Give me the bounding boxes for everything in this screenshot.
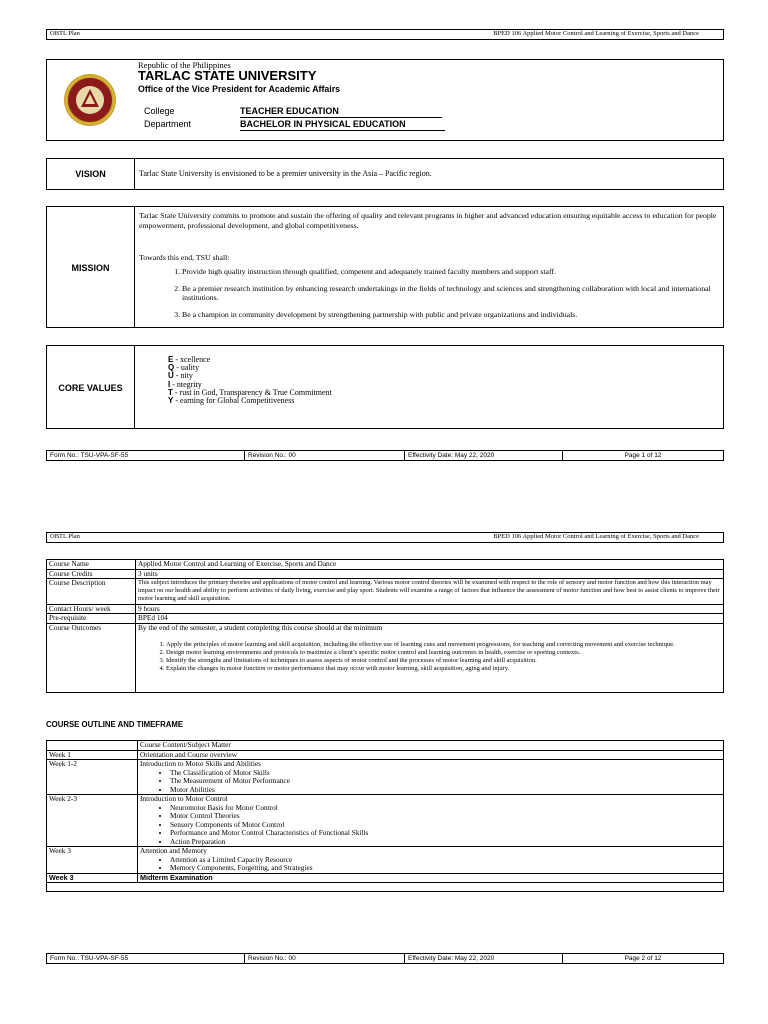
table-row: [47, 614, 724, 624]
list-item: • Memory Components, Forgetting, and Strategies: [170, 864, 721, 873]
topic-bullets: [140, 856, 721, 873]
table-row: [47, 569, 724, 579]
tsu-seal-icon: [63, 73, 117, 127]
mission-list: [139, 267, 742, 326]
topic-bullets: [140, 769, 721, 795]
core-value-item: Q - uality: [168, 363, 200, 373]
list-item: • The Measurement of Motor Performance: [170, 777, 721, 786]
mission-item: 3. Be a champion in community development by strengthening partnership with public and private organizations and individuals.: [182, 310, 742, 320]
department-label: Department: [144, 119, 192, 129]
outcome-item: 4. Explain the changes in motor function or motor performance that may occur with motor learning, skill acquisition, aging and injury.: [166, 665, 721, 673]
vision-text: Tarlac State University is envisioned to be a premier university in the Asia – Pacific region.: [139, 169, 432, 178]
topic-title: Introduction to Motor Control: [140, 794, 228, 803]
topic-title: Orientation and Course overview: [138, 750, 724, 760]
footer-page-number: Page 2 of 12: [624, 955, 662, 962]
list-item: • Action Preparation: [170, 838, 721, 847]
table-row: [47, 560, 724, 570]
university-name: TARLAC STATE UNIVERSITY: [138, 68, 317, 83]
row-label: Course Credits: [47, 569, 136, 579]
page-footer-1: [46, 450, 724, 461]
row-label: Course Outcomes: [47, 623, 136, 692]
department-value: BACHELOR IN PHYSICAL EDUCATION: [240, 119, 445, 131]
footer-revision: Revision No.: 00: [245, 451, 405, 460]
outcomes-intro: By the end of the semester, a student completing this course should at the minimum: [138, 622, 383, 632]
row-value: 9 hours: [136, 604, 724, 614]
row-label: Course Description: [47, 579, 136, 605]
core-value-item: T - rust in God, Transparency & True Commitment: [168, 387, 332, 397]
mission-towards: Towards this end, TSU shall:: [139, 253, 230, 262]
university-header-box: [46, 59, 724, 141]
footer-form-no: Form No.: TSU-VPA-SF-55: [47, 451, 245, 460]
college-value: TEACHER EDUCATION: [240, 106, 442, 118]
footer-revision: Revision No.: 00: [245, 954, 405, 963]
page-header-2: [46, 532, 724, 543]
header-left-text: OBTL Plan: [50, 30, 80, 37]
topic-title: Attention and Memory: [140, 846, 207, 855]
week-cell: Week 1-2: [47, 760, 138, 795]
core-values-label: CORE VALUES: [58, 383, 123, 393]
footer-form-no: Form No.: TSU-VPA-SF-55: [47, 954, 245, 963]
list-item: • Neuromotor Basis for Motor Control: [170, 804, 721, 813]
list-item: • Sensory Components of Motor Control: [170, 821, 721, 830]
mission-label: MISSION: [71, 263, 110, 273]
week-cell: Week 2-3: [47, 795, 138, 847]
footer-effectivity: Effectivity Date: May 22, 2020: [405, 954, 563, 963]
header-right-text: BPED 106 Applied Motor Control and Learning of Exercise, Sports and Dance: [493, 533, 699, 540]
row-label: Contact Hours/ week: [47, 604, 136, 614]
vision-box: [46, 158, 724, 190]
topic-bullets: [140, 804, 721, 847]
mission-item: 1. Provide high quality instruction through qualified, competent and adequately trained faculty members and support staff.: [182, 267, 742, 277]
midterm-week: Week 3: [47, 873, 138, 883]
college-label: College: [144, 106, 175, 116]
table-row: [47, 873, 724, 883]
row-value: This subject introduces the primary theories and applications of motor control and learning. Various motor control theories will be examined with respect to the role of sensory and motor function and how this interaction may impact on our health and ability to perform activities of daily living, exercise and play sport. Students will examine a range of factors that influence the assessment of motor function and how best to assist clients to improve their motor learning and skill acquisition.: [136, 579, 724, 605]
header-right-text: BPED 106 Applied Motor Control and Learning of Exercise, Sports and Dance: [493, 30, 699, 37]
mission-box: [46, 206, 724, 328]
topic-title: Introduction to Motor Skills and Abilities: [140, 759, 262, 768]
core-value-item: Y - earning for Global Competitiveness: [168, 396, 295, 406]
page-footer-2: [46, 953, 724, 964]
table-row: [47, 741, 724, 751]
list-item: • Motor Abilities: [170, 786, 721, 795]
outcome-item: 1. Apply the principles of motor learning and skill acquisition, including the effective use of learning cues and movement progressions, for teaching and correcting movement and exercise technique.: [166, 641, 721, 649]
week-cell: Week 3: [47, 847, 138, 874]
course-outcomes-cell: [136, 623, 724, 692]
office-name: Office of the Vice President for Academic Affairs: [138, 84, 341, 94]
outline-heading: COURSE OUTLINE AND TIMEFRAME: [46, 720, 184, 729]
midterm-label: Midterm Examination: [138, 873, 724, 883]
row-value: 3 units: [136, 569, 724, 579]
table-row: [47, 760, 724, 795]
core-value-item: E - xcellence: [168, 355, 211, 364]
footer-effectivity: Effectivity Date: May 22, 2020: [405, 451, 563, 460]
core-value-item: I - ntegrity: [168, 379, 202, 389]
outcome-item: 3. Identify the strengths and limitations of techniques to assess aspects of motor control and the processes of motor learning and skill acquisition.: [166, 657, 721, 665]
seal-logo: [63, 73, 117, 127]
list-item: • Performance and Motor Control Characteristics of Functional Skills: [170, 829, 721, 838]
table-row: [47, 795, 724, 847]
header-left-text: OBTL Plan: [50, 533, 80, 540]
outcome-item: 2. Design motor learning environments and protocols to maximize a client’s specific motor control and learning outcomes in health, exercise or sporting contexts.: [166, 649, 721, 657]
list-item: • The Classification of Motor Skills: [170, 769, 721, 778]
table-row: [47, 623, 724, 692]
core-values-box: [46, 345, 724, 429]
column-header: Course Content/Subject Matter: [138, 741, 724, 751]
week-cell: Week 1: [47, 750, 138, 760]
course-info-table: [46, 559, 724, 693]
vision-label: VISION: [75, 169, 106, 179]
table-row: [47, 847, 724, 874]
table-row: [47, 883, 724, 892]
country-text: Republic of the Philippines: [138, 60, 231, 70]
table-row: [47, 579, 724, 605]
core-value-item: U - nity: [168, 371, 193, 381]
core-values-list: [168, 356, 332, 405]
mission-item: 2. Be a premier research institution by enhancing research undertakings in the fields of technology and sciences and strengthening collaboration with local and international institutions.: [182, 284, 742, 303]
mission-intro: Tarlac State University commits to promote and sustain the offering of quality and relevant programs in higher and advanced education ensuring equitable access to education for people empowerment, professional development, and global competitiveness.: [139, 211, 717, 230]
list-item: • Attention as a Limited Capacity Resource: [170, 856, 721, 865]
list-item: • Motor Control Theories: [170, 812, 721, 821]
page-header-1: [46, 29, 724, 40]
footer-page-number: Page 1 of 12: [624, 452, 662, 459]
row-label: Course Name: [47, 560, 136, 570]
row-value: BPEd 104: [136, 614, 724, 624]
course-outline-table: [46, 740, 724, 892]
row-label: Pre-requisite: [47, 614, 136, 624]
outcomes-list: [138, 641, 721, 672]
row-value: Applied Motor Control and Learning of Exercise, Sports and Dance: [136, 560, 724, 570]
